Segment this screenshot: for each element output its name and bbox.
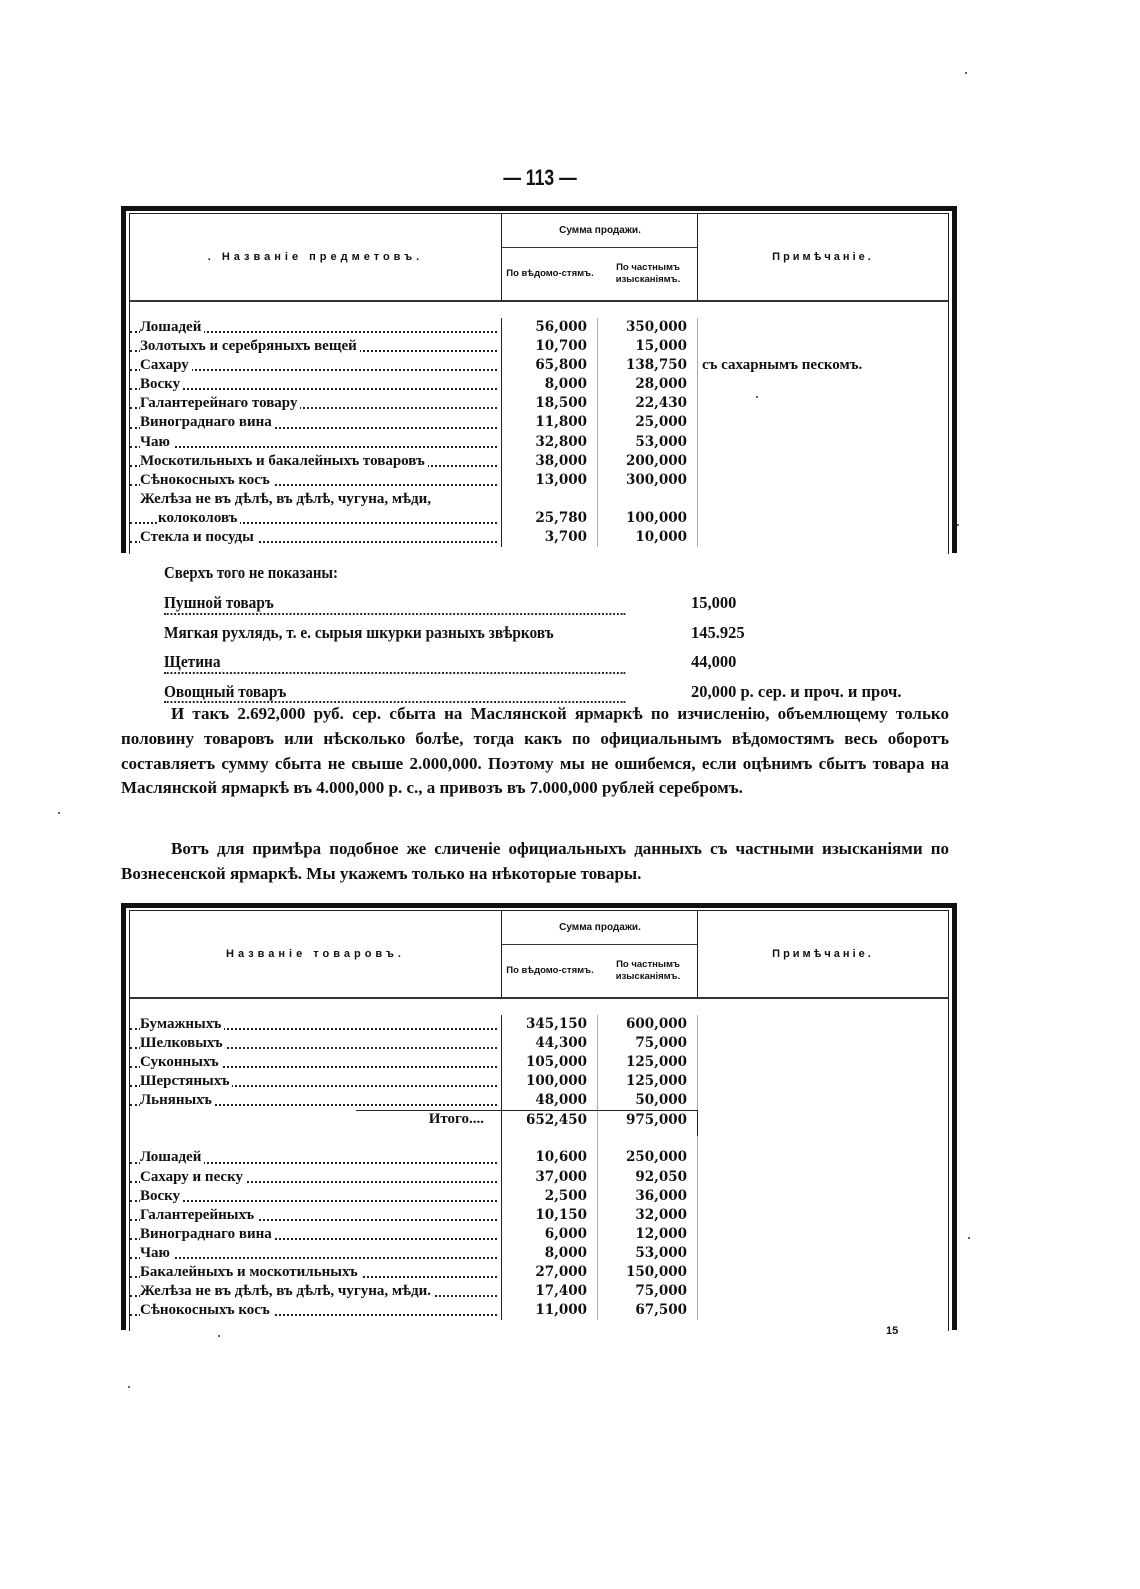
table-row: [130, 375, 948, 394]
item-name: [130, 1015, 502, 1034]
extras-value: 44,000: [691, 652, 737, 671]
item-name-text: Золотыхъ и серебряныхъ вещей: [140, 338, 360, 354]
value-official: 10,150: [502, 1206, 598, 1225]
table-row: [130, 1034, 948, 1053]
item-name: [130, 452, 502, 471]
value-private: 350,000: [598, 318, 698, 337]
value-official: 18,500: [502, 394, 598, 413]
table-row: [130, 1015, 948, 1034]
item-name-text: Воску: [140, 376, 183, 392]
dot-leader: [130, 1200, 497, 1202]
value-official: 25,780: [502, 509, 598, 528]
value-official: 44,300: [502, 1034, 598, 1053]
header-note: Примѣчаніе.: [772, 948, 874, 960]
value-private: 75,000: [598, 1282, 698, 1301]
value-official: 32,800: [502, 433, 598, 452]
table-body: [130, 999, 948, 1320]
extras-label: Пушной товаръ: [164, 593, 625, 623]
table-row: [130, 1206, 948, 1225]
dot-leader: [130, 446, 497, 448]
table-row: [130, 1148, 948, 1167]
value-official: 13,000: [502, 471, 598, 490]
item-name: [130, 413, 502, 432]
table-row: [130, 413, 948, 432]
extras-heading: Сверхъ того не показаны:: [164, 563, 338, 582]
item-name-text: Винограднаго вина: [140, 414, 275, 430]
header-note: Примѣчаніе.: [772, 251, 874, 263]
total-private: 975,000: [598, 1110, 698, 1137]
table-row: [130, 394, 948, 413]
value-official: 10,700: [502, 337, 598, 356]
item-name: [130, 1263, 502, 1282]
item-name: [130, 1053, 502, 1072]
value-private: 600,000: [598, 1015, 698, 1034]
value-official: 48,000: [502, 1091, 598, 1110]
table-row: [130, 1263, 948, 1282]
item-name-text: Шелковыхъ: [140, 1035, 226, 1051]
extras-item: [164, 652, 737, 682]
table-row: [130, 1168, 948, 1187]
item-name-text: Льняныхъ: [140, 1092, 215, 1108]
item-name-text: Лошадей: [140, 1149, 204, 1165]
table-row: [130, 1244, 948, 1263]
item-name-text: Суконныхъ: [140, 1054, 222, 1070]
value-private: 53,000: [598, 433, 698, 452]
value-private: 12,000: [598, 1225, 698, 1244]
value-private: 50,000: [598, 1091, 698, 1110]
item-name: [130, 509, 502, 528]
value-private: 53,000: [598, 1244, 698, 1263]
item-name: [130, 528, 502, 547]
item-name-text: Шерстяныхъ: [140, 1073, 232, 1089]
header-sum-title: Сумма продажи.: [502, 911, 698, 945]
total-label-text: Итого....: [429, 1111, 487, 1127]
value-official: 8,000: [502, 1244, 598, 1263]
body-paragraph-2: [121, 837, 949, 887]
item-name-text: Чаю: [140, 434, 173, 450]
value-private: [598, 490, 698, 509]
item-name-text: Бакалейныхъ и москотильныхъ: [140, 1264, 361, 1280]
header-sum-group: [502, 214, 698, 300]
item-name-text: Галантерейнаго товару: [140, 395, 300, 411]
value-official: 56,000: [502, 318, 598, 337]
table-row: [130, 490, 948, 509]
table-row: [130, 528, 948, 547]
item-name: [130, 1301, 502, 1320]
scan-speck: [128, 1386, 130, 1388]
total-row: [130, 1110, 948, 1136]
value-official: 105,000: [502, 1053, 598, 1072]
item-name: [130, 490, 502, 509]
table-row: [130, 318, 948, 337]
value-official: 17,400: [502, 1282, 598, 1301]
item-name: [130, 1225, 502, 1244]
item-name: [130, 337, 502, 356]
extras-value: 20,000 р. сер. и проч. и проч.: [691, 681, 902, 701]
table-row: [130, 1187, 948, 1206]
scan-speck: [965, 72, 967, 74]
not-shown-goods: [164, 563, 902, 711]
value-official: 100,000: [502, 1072, 598, 1091]
item-name: [130, 1072, 502, 1091]
item-name-text: Сѣнокосныхъ косъ: [140, 1302, 273, 1318]
item-name: [130, 1091, 502, 1110]
dot-leader: [130, 388, 497, 390]
value-private: 125,000: [598, 1072, 698, 1091]
value-official: 8,000: [502, 375, 598, 394]
scan-speck: [218, 1335, 220, 1337]
value-private: 125,000: [598, 1053, 698, 1072]
table-maslyanskaya-fair: [121, 206, 957, 553]
table-row: [130, 1072, 948, 1091]
item-name-text: Сѣнокосныхъ косъ: [140, 472, 273, 488]
value-private: 67,500: [598, 1301, 698, 1320]
value-official: 345,150: [502, 1015, 598, 1034]
value-official: 6,000: [502, 1225, 598, 1244]
item-name-text: Стекла и посуды: [140, 529, 257, 545]
item-name: [130, 1148, 502, 1167]
item-name-text: Бумажныхъ: [140, 1016, 224, 1032]
extras-item: [164, 593, 737, 623]
value-official: [502, 490, 598, 509]
extras-label: Мягкая рухлядь, т. е. сырыя шкурки разныхъ звѣрковъ: [164, 623, 625, 653]
value-official: 10,600: [502, 1148, 598, 1167]
value-official: 65,800: [502, 356, 598, 375]
item-name-text: Чаю: [140, 1245, 173, 1261]
value-private: 200,000: [598, 452, 698, 471]
header-name: Названіе товаровъ.: [130, 911, 502, 997]
value-official: 11,000: [502, 1301, 598, 1320]
table-row: [130, 509, 948, 528]
value-private: 300,000: [598, 471, 698, 490]
value-private: 10,000: [598, 528, 698, 547]
scan-speck: [957, 524, 959, 526]
body-paragraph-1: [121, 702, 949, 801]
page-number: — 113 —: [503, 165, 577, 190]
table-body: [130, 302, 948, 547]
table-row: [130, 471, 948, 490]
table-header: [130, 214, 948, 302]
total-label: [130, 1110, 502, 1136]
paragraph-text: И такъ 2.692,000 руб. сер. сбыта на Маслянской ярмаркѣ по изчисленію, объемлющему только половину товаровъ или нѣсколько болѣе, тогда какъ по официальнымъ вѣдомостямъ весь оборотъ составляетъ сумму сбыта не свыше 2.000,000. Поэтому мы не ошибемся, если оцѣнимъ сбытъ товара на Маслянской ярмаркѣ въ 4.000,000 р. с., а привозъ въ 7.000,000 рублей серебромъ.: [121, 704, 949, 798]
item-name: [130, 1168, 502, 1187]
item-name-text: Желѣза не въ дѣлѣ, въ дѣлѣ, чугуна, мѣди,: [140, 491, 434, 507]
item-name-text: Воску: [140, 1188, 183, 1204]
item-name-text: Винограднаго вина: [140, 1226, 275, 1242]
value-private: 32,000: [598, 1206, 698, 1225]
signature-mark: 15: [886, 1325, 899, 1337]
value-private: 75,000: [598, 1034, 698, 1053]
table-row: [130, 433, 948, 452]
item-name: [130, 1034, 502, 1053]
value-private: 22,430: [598, 394, 698, 413]
item-name-text: Желѣза не въ дѣлѣ, въ дѣлѣ, чугуна, мѣди.: [140, 1283, 434, 1299]
scan-speck: [756, 396, 758, 398]
value-private: 100,000: [598, 509, 698, 528]
header-private: По частнымъ изысканіямъ.: [615, 262, 681, 285]
item-name: [130, 394, 502, 413]
extras-item: [164, 622, 745, 653]
table-row: [130, 356, 948, 375]
item-name-text: Москотильныхъ и бакалейныхъ товаровъ: [140, 453, 428, 469]
header-name: . Названіе предметовъ.: [130, 214, 502, 300]
header-private: По частнымъ изысканіямъ.: [615, 959, 681, 982]
table-header: [130, 911, 948, 999]
table-row: [130, 1091, 948, 1110]
item-name-text: Сахару: [140, 357, 192, 373]
value-private: 138,750: [598, 356, 698, 375]
value-official: 2,500: [502, 1187, 598, 1206]
item-name-text: Лошадей: [140, 319, 204, 335]
extras-label: Овощный товаръ: [164, 682, 625, 712]
header-official: По вѣдомо-стямъ.: [506, 268, 594, 279]
table-row: [130, 452, 948, 471]
item-name: [130, 471, 502, 490]
value-private: 250,000: [598, 1148, 698, 1167]
value-private: 36,000: [598, 1187, 698, 1206]
value-official: 37,000: [502, 1168, 598, 1187]
value-private: 92,050: [598, 1168, 698, 1187]
scan-speck: [968, 1237, 970, 1239]
extras-label: Щетина: [164, 652, 625, 682]
item-name: [130, 356, 502, 375]
scan-speck: [58, 812, 60, 814]
item-name-text: Сахару и песку: [140, 1169, 246, 1185]
note: съ сахарнымъ пескомъ.: [702, 357, 863, 374]
table-row: [130, 1282, 948, 1301]
value-official: 3,700: [502, 528, 598, 547]
paragraph-text: Вотъ для примѣра подобное же сличеніе официальныхъ данныхъ съ частными изысканіями по Вознесенской ярмаркѣ. Мы укажемъ только на нѣкоторые товары.: [121, 839, 949, 883]
row-spacer: [130, 1136, 948, 1148]
header-sum-title: Сумма продажи.: [502, 214, 698, 248]
value-official: 38,000: [502, 452, 598, 471]
value-private: 150,000: [598, 1263, 698, 1282]
table-row: [130, 337, 948, 356]
item-name: [130, 1187, 502, 1206]
extras-value: 15,000: [691, 593, 737, 612]
extras-value: 145.925: [691, 622, 745, 642]
item-name-text: Галантерейныхъ: [140, 1207, 257, 1223]
value-official: 11,800: [502, 413, 598, 432]
total-official: 652,450: [502, 1110, 598, 1137]
item-name-text: колоколовъ: [158, 510, 240, 526]
table-row: [130, 1225, 948, 1244]
dot-leader: [130, 1257, 497, 1259]
item-name: [130, 318, 502, 337]
item-name: [130, 1282, 502, 1301]
value-official: 27,000: [502, 1263, 598, 1282]
table-voznesenskaya-fair: [121, 903, 957, 1330]
header-sum-group: [502, 911, 698, 997]
value-private: 25,000: [598, 413, 698, 432]
table-row: [130, 1301, 948, 1320]
value-private: 15,000: [598, 337, 698, 356]
item-name: [130, 1244, 502, 1263]
item-name: [130, 433, 502, 452]
header-official: По вѣдомо-стямъ.: [506, 965, 594, 976]
item-name: [130, 375, 502, 394]
value-private: 28,000: [598, 375, 698, 394]
item-name: [130, 1206, 502, 1225]
table-row: [130, 1053, 948, 1072]
